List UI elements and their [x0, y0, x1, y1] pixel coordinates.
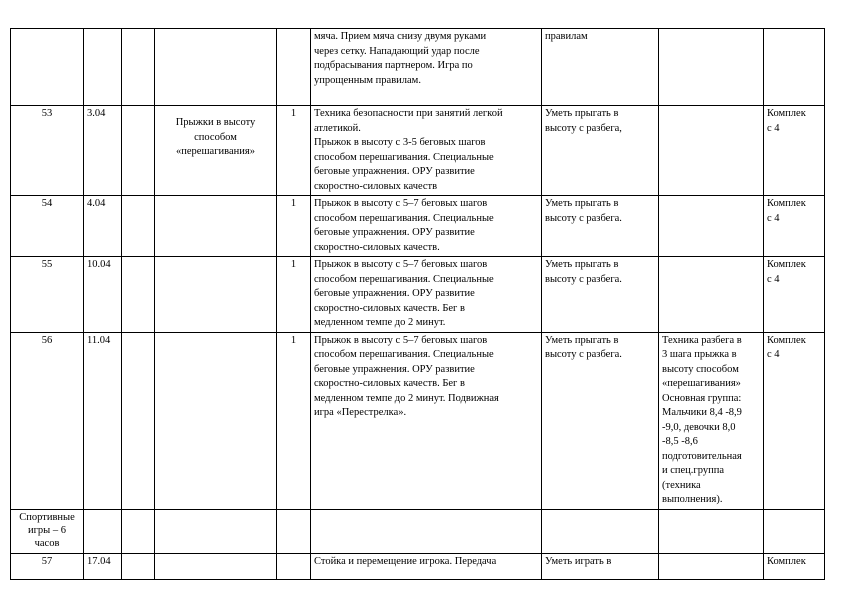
control-cell — [659, 509, 764, 553]
homework-cell: Комплек с 4 — [764, 257, 825, 333]
section-heading-cell: Спортивные игры – 6 часов — [11, 509, 84, 553]
actual-date-cell — [122, 332, 155, 509]
hours-cell — [277, 509, 311, 553]
hours-cell: 1 — [277, 106, 311, 196]
lesson-number-cell — [11, 29, 84, 106]
requirements-cell: Уметь прыгать в высоту с разбега. — [542, 257, 659, 333]
planned-date-cell: 11.04 — [84, 332, 122, 509]
topic-cell — [155, 257, 277, 333]
actual-date-cell — [122, 196, 155, 257]
hours-cell: 1 — [277, 332, 311, 509]
control-cell — [659, 196, 764, 257]
topic-cell — [155, 332, 277, 509]
topic-cell — [155, 29, 277, 106]
control-cell — [659, 106, 764, 196]
content-cell: Техника безопасности при занятий легкой атлетикой. Прыжок в высоту с 3-5 беговых шагов способом перешагивания. Специальные беговые упражнения. ОРУ развитие скоростно-силовых качеств — [311, 106, 542, 196]
homework-cell — [764, 29, 825, 106]
planned-date-cell: 10.04 — [84, 257, 122, 333]
topic-cell — [155, 196, 277, 257]
topic-cell: Прыжки в высоту способом «перешагивания» — [155, 106, 277, 196]
actual-date-cell — [122, 509, 155, 553]
table-row — [11, 257, 825, 333]
lesson-number-cell: 54 — [11, 196, 84, 257]
planned-date-cell: 3.04 — [84, 106, 122, 196]
table-row — [11, 553, 825, 579]
requirements-cell: Уметь прыгать в высоту с разбега. — [542, 196, 659, 257]
actual-date-cell — [122, 257, 155, 333]
planned-date-cell — [84, 29, 122, 106]
hours-cell: 1 — [277, 196, 311, 257]
planned-date-cell — [84, 509, 122, 553]
table-row — [11, 196, 825, 257]
hours-cell — [277, 553, 311, 579]
actual-date-cell — [122, 29, 155, 106]
topic-cell — [155, 553, 277, 579]
actual-date-cell — [122, 553, 155, 579]
control-cell — [659, 553, 764, 579]
requirements-cell — [542, 509, 659, 553]
lesson-plan-table — [10, 28, 825, 580]
homework-cell: Комплек с 4 — [764, 332, 825, 509]
content-cell: Прыжок в высоту с 5–7 беговых шагов способом перешагивания. Специальные беговые упражнения. ОРУ развитие скоростно-силовых качеств. Бег в медленном темпе до 2 минут. — [311, 257, 542, 333]
content-cell: Стойка и перемещение игрока. Передача — [311, 553, 542, 579]
actual-date-cell — [122, 106, 155, 196]
control-cell: Техника разбега в 3 шага прыжка в высоту способом «перешагивания» Основная группа: Мальчики 8,4 -8,9 -9,0, девочки 8,0 -8,5 -8,6 подготовительная и спец.группа (техника выполнения). — [659, 332, 764, 509]
homework-cell: Комплек — [764, 553, 825, 579]
homework-cell — [764, 509, 825, 553]
control-cell — [659, 29, 764, 106]
table-row — [11, 29, 825, 106]
hours-cell: 1 — [277, 257, 311, 333]
requirements-cell: Уметь играть в — [542, 553, 659, 579]
lesson-number-cell: 53 — [11, 106, 84, 196]
lesson-number-cell: 57 — [11, 553, 84, 579]
requirements-cell: правилам — [542, 29, 659, 106]
requirements-cell: Уметь прыгать в высоту с разбега. — [542, 332, 659, 509]
table-row — [11, 106, 825, 196]
lesson-number-cell: 56 — [11, 332, 84, 509]
table-row — [11, 332, 825, 509]
lesson-number-cell: 55 — [11, 257, 84, 333]
topic-cell — [155, 509, 277, 553]
homework-cell: Комплек с 4 — [764, 196, 825, 257]
hours-cell — [277, 29, 311, 106]
planned-date-cell: 4.04 — [84, 196, 122, 257]
content-cell: Прыжок в высоту с 5–7 беговых шагов способом перешагивания. Специальные беговые упражнения. ОРУ развитие скоростно-силовых качеств. Бег в медленном темпе до 2 минут. Подвижная игра «Перестрелка». — [311, 332, 542, 509]
planned-date-cell: 17.04 — [84, 553, 122, 579]
content-cell: Прыжок в высоту с 5–7 беговых шагов способом перешагивания. Специальные беговые упражнения. ОРУ развитие скоростно-силовых качеств. — [311, 196, 542, 257]
requirements-cell: Уметь прыгать в высоту с разбега, — [542, 106, 659, 196]
content-cell — [311, 509, 542, 553]
homework-cell: Комплек с 4 — [764, 106, 825, 196]
table-row — [11, 509, 825, 553]
control-cell — [659, 257, 764, 333]
content-cell: мяча. Прием мяча снизу двумя руками через сетку. Нападающий удар после подбрасывания партнером. Игра по упрощенным правилам. — [311, 29, 542, 106]
